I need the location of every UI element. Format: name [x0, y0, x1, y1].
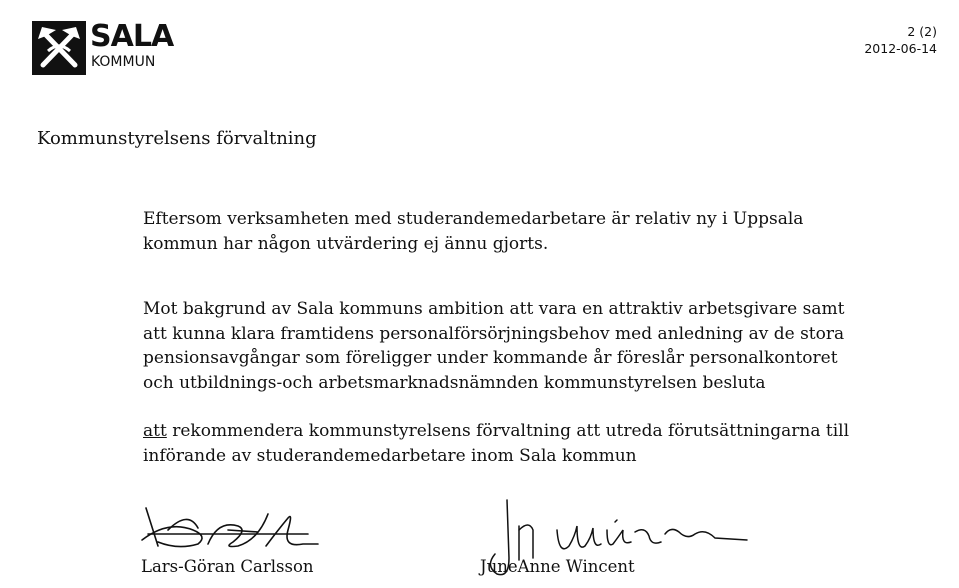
paragraph-background: Mot bakgrund av Sala kommuns ambition att vara en attraktiv arbetsgivare samt att kunna klara framtidens personalförsörjningsbehov med anledning av de stora pensionsavgångar som föreligger under kommande år föreslår personalkontoret och utbildnings-och arbetsmarknadsnämnden kommunstyrelsen besluta	[143, 299, 845, 393]
sala-kommun-logo	[32, 19, 182, 79]
hammer-crossed-logo-icon	[32, 21, 86, 75]
document-date: 2012-06-14	[864, 41, 937, 56]
signer-name-2: JuneAnne Wincent	[480, 557, 635, 576]
decision-paragraph	[143, 419, 883, 468]
decision-keyword: att	[143, 421, 167, 441]
decision-text: rekommendera kommunstyrelsens förvaltning att utreda förutsättningarna till införande av studerandemedarbetare inom Sala kommun	[143, 421, 850, 466]
logo-name: SALA	[90, 19, 174, 54]
department-heading: Kommunstyrelsens förvaltning	[37, 128, 317, 149]
signature-1-icon	[138, 500, 338, 560]
page-number: 2 (2)	[907, 24, 937, 39]
page-meta	[864, 23, 937, 57]
logo-subtitle: KOMMUN	[91, 54, 156, 70]
paragraph-evaluation: Eftersom verksamheten med studerandemedarbetare är relativ ny i Uppsala kommun har någon utvärdering ej ännu gjorts.	[143, 209, 804, 254]
signer-name-1: Lars-Göran Carlsson	[141, 557, 314, 576]
